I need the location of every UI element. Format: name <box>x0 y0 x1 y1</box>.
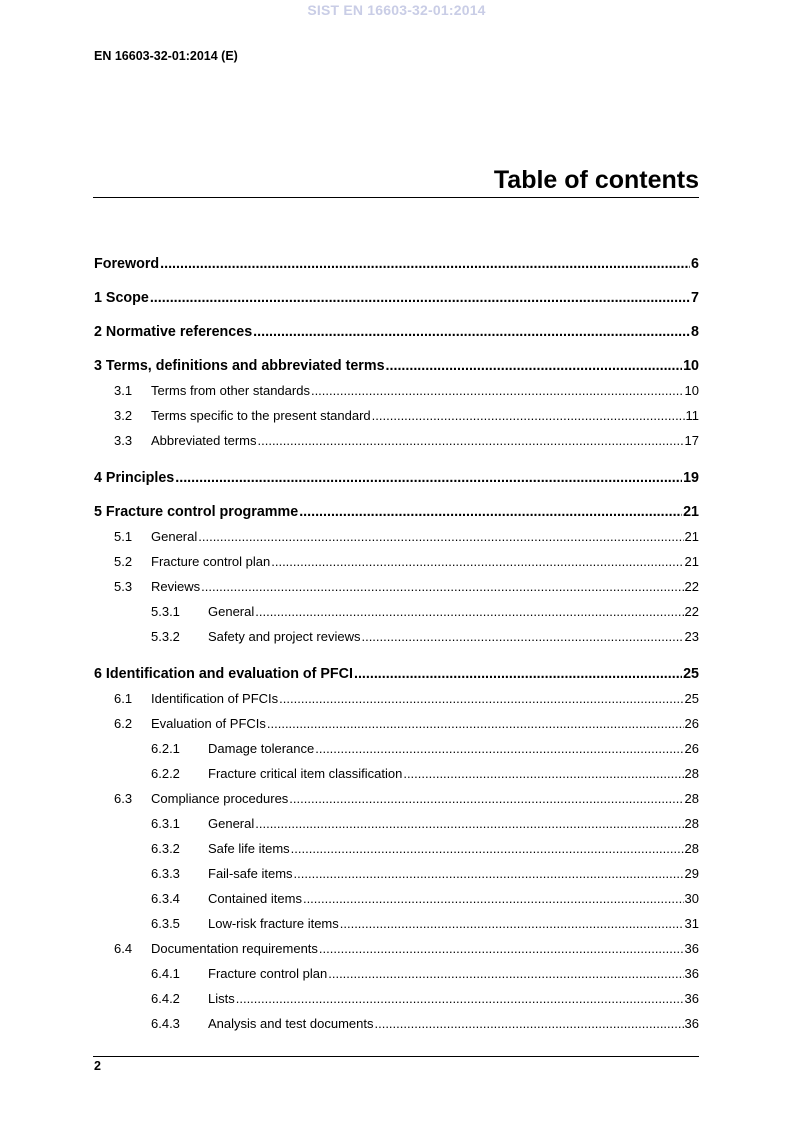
toc-entry-page: 17 <box>684 433 699 448</box>
toc-entry-title: Identification of PFCIs <box>151 691 279 706</box>
toc-entry-number: 3.1 <box>114 383 133 398</box>
toc-dot-leader <box>175 469 682 487</box>
toc-entry-title: Safety and project reviews <box>208 629 361 644</box>
watermark: SIST EN 16603-32-01:2014 <box>307 2 486 18</box>
toc-entry-number: 6.3.5 <box>151 916 180 931</box>
toc-entry-page: 19 <box>683 470 699 486</box>
toc-entry[interactable] <box>94 665 699 683</box>
toc-entry-number: 3.3 <box>114 433 133 448</box>
toc-dot-leader <box>267 711 684 736</box>
toc-entry[interactable] <box>94 911 699 936</box>
toc-entry-title: General <box>151 529 198 544</box>
toc-entry-title: 3 Terms, definitions and abbreviated terms <box>94 358 385 374</box>
table-of-contents <box>94 255 699 1036</box>
toc-dot-leader <box>255 811 683 836</box>
toc-entry-page: 36 <box>684 991 699 1006</box>
toc-entry-page: 28 <box>684 816 699 831</box>
toc-dot-leader <box>198 524 683 549</box>
toc-entry-page: 30 <box>684 891 699 906</box>
toc-entry-title: Lists <box>208 991 235 1006</box>
toc-dot-leader <box>294 861 684 886</box>
toc-entry-title: Evaluation of PFCIs <box>151 716 266 731</box>
toc-entry-number: 6.4.1 <box>151 966 180 981</box>
document-id: EN 16603-32-01:2014 (E) <box>94 49 238 63</box>
toc-entry-number: 6.3.4 <box>151 891 180 906</box>
toc-entry[interactable] <box>94 378 699 403</box>
toc-entry[interactable] <box>94 936 699 961</box>
page-title: Table of contents <box>493 166 699 194</box>
toc-entry[interactable] <box>94 811 699 836</box>
toc-entry-title: Low-risk fracture items <box>208 916 339 931</box>
toc-dot-leader <box>291 836 684 861</box>
toc-entry-page: 6 <box>691 256 699 272</box>
toc-entry-page: 8 <box>691 324 699 340</box>
toc-entry-page: 28 <box>684 841 699 856</box>
toc-entry-number: 3.2 <box>114 408 133 423</box>
page-number: 2 <box>94 1059 101 1073</box>
toc-entry[interactable] <box>94 323 699 341</box>
toc-entry-page: 25 <box>683 666 699 682</box>
toc-dot-leader <box>315 736 683 761</box>
toc-entry-page: 28 <box>684 766 699 781</box>
toc-dot-leader <box>299 503 682 521</box>
toc-entry-page: 10 <box>683 358 699 374</box>
toc-dot-leader <box>279 686 683 711</box>
toc-entry[interactable] <box>94 736 699 761</box>
toc-dot-leader <box>150 289 690 307</box>
toc-entry-title: Fracture control plan <box>151 554 271 569</box>
toc-entry[interactable] <box>94 1011 699 1036</box>
toc-entry-number: 6.2.2 <box>151 766 180 781</box>
toc-dot-leader <box>303 886 684 911</box>
toc-entry-title: 1 Scope <box>94 290 149 306</box>
toc-dot-leader <box>328 961 683 986</box>
toc-entry[interactable] <box>94 357 699 375</box>
toc-entry-number: 6.4.2 <box>151 991 180 1006</box>
toc-dot-leader <box>319 936 684 961</box>
toc-dot-leader <box>271 549 683 574</box>
toc-dot-leader <box>340 911 684 936</box>
toc-entry[interactable] <box>94 624 699 649</box>
toc-entry-page: 25 <box>684 691 699 706</box>
toc-entry[interactable] <box>94 574 699 599</box>
toc-entry-number: 6.2 <box>114 716 133 731</box>
toc-entry-title: General <box>208 604 255 619</box>
toc-entry[interactable] <box>94 836 699 861</box>
toc-entry[interactable] <box>94 786 699 811</box>
toc-entry-title: 4 Principles <box>94 470 175 486</box>
toc-entry[interactable] <box>94 524 699 549</box>
toc-entry-number: 6.3.3 <box>151 866 180 881</box>
toc-entry-number: 5.1 <box>114 529 133 544</box>
toc-entry-page: 22 <box>684 604 699 619</box>
toc-entry-page: 7 <box>691 290 699 306</box>
toc-entry-number: 5.2 <box>114 554 133 569</box>
toc-entry[interactable] <box>94 961 699 986</box>
footer-divider <box>93 1056 699 1057</box>
toc-dot-leader <box>289 786 683 811</box>
toc-entry-title: Damage tolerance <box>208 741 315 756</box>
toc-dot-leader <box>354 665 682 683</box>
toc-entry-page: 21 <box>684 529 699 544</box>
toc-entry[interactable] <box>94 861 699 886</box>
toc-entry[interactable] <box>94 549 699 574</box>
toc-entry[interactable] <box>94 886 699 911</box>
toc-entry-title: 5 Fracture control programme <box>94 504 299 520</box>
toc-entry-title: Fracture control plan <box>208 966 328 981</box>
toc-entry[interactable] <box>94 403 699 428</box>
toc-entry-number: 6.3.2 <box>151 841 180 856</box>
toc-entry-page: 36 <box>684 941 699 956</box>
toc-entry-title: Terms specific to the present standard <box>151 408 371 423</box>
toc-dot-leader <box>253 323 690 341</box>
toc-entry-title: 6 Identification and evaluation of PFCI <box>94 666 353 682</box>
toc-entry-title: Safe life items <box>208 841 290 856</box>
toc-entry[interactable] <box>94 686 699 711</box>
toc-entry-number: 6.3 <box>114 791 133 806</box>
toc-entry-page: 26 <box>684 741 699 756</box>
toc-dot-leader <box>201 574 683 599</box>
toc-entry-title: 2 Normative references <box>94 324 253 340</box>
toc-dot-leader <box>361 624 683 649</box>
toc-entry-page: 10 <box>684 383 699 398</box>
toc-dot-leader <box>311 378 684 403</box>
toc-entry-title: General <box>208 816 255 831</box>
toc-entry-page: 23 <box>684 629 699 644</box>
toc-entry-number: 5.3.1 <box>151 604 180 619</box>
title-divider <box>93 197 699 198</box>
toc-entry[interactable] <box>94 503 699 521</box>
toc-entry-page: 29 <box>684 866 699 881</box>
toc-entry-number: 6.2.1 <box>151 741 180 756</box>
toc-dot-leader <box>258 428 684 453</box>
toc-dot-leader <box>160 255 690 273</box>
toc-entry-page: 26 <box>684 716 699 731</box>
toc-entry-page: 28 <box>684 791 699 806</box>
toc-entry-title: Abbreviated terms <box>151 433 257 448</box>
toc-entry-number: 5.3 <box>114 579 133 594</box>
toc-entry[interactable] <box>94 986 699 1011</box>
toc-dot-leader <box>403 761 683 786</box>
toc-entry-title: Reviews <box>151 579 201 594</box>
toc-entry-page: 11 <box>685 408 699 423</box>
toc-entry[interactable] <box>94 469 699 487</box>
toc-entry[interactable] <box>94 599 699 624</box>
toc-entry-title: Contained items <box>208 891 302 906</box>
toc-entry-page: 22 <box>684 579 699 594</box>
toc-entry[interactable] <box>94 255 699 273</box>
toc-entry-title: Compliance procedures <box>151 791 289 806</box>
toc-entry-title: Analysis and test documents <box>208 1016 374 1031</box>
toc-entry-title: Terms from other standards <box>151 383 310 398</box>
toc-entry-title: Fail-safe items <box>208 866 293 881</box>
toc-entry-page: 31 <box>684 916 699 931</box>
toc-dot-leader <box>372 403 685 428</box>
toc-entry-page: 21 <box>683 504 699 520</box>
toc-entry[interactable] <box>94 711 699 736</box>
toc-entry-page: 36 <box>684 966 699 981</box>
toc-dot-leader <box>236 986 684 1011</box>
toc-entry-number: 6.4.3 <box>151 1016 180 1031</box>
toc-entry[interactable] <box>94 761 699 786</box>
toc-entry-number: 5.3.2 <box>151 629 180 644</box>
toc-entry-number: 6.1 <box>114 691 133 706</box>
toc-entry-title: Fracture critical item classification <box>208 766 403 781</box>
toc-dot-leader <box>374 1011 683 1036</box>
toc-entry-title: Foreword <box>94 256 160 272</box>
toc-entry-title: Documentation requirements <box>151 941 318 956</box>
toc-entry-number: 6.4 <box>114 941 133 956</box>
toc-entry-page: 21 <box>684 554 699 569</box>
toc-dot-leader <box>386 357 683 375</box>
toc-entry[interactable] <box>94 289 699 307</box>
toc-entry-page: 36 <box>684 1016 699 1031</box>
toc-dot-leader <box>255 599 683 624</box>
toc-entry[interactable] <box>94 428 699 453</box>
toc-entry-number: 6.3.1 <box>151 816 180 831</box>
